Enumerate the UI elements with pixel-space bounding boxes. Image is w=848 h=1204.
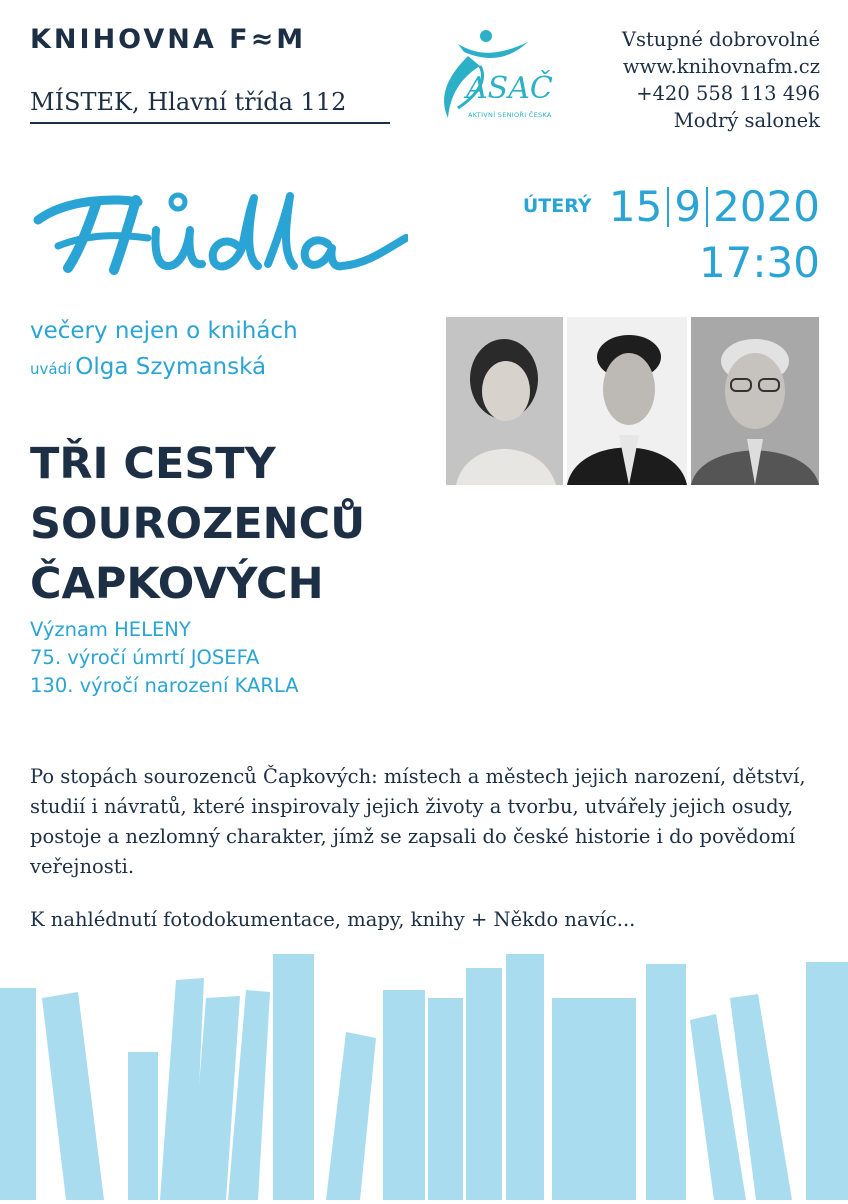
event-date [523,182,820,231]
event-day: ÚTERÝ [522,195,592,217]
event-description: Po stopách sourozenců Čapkových: místech a městech jejich narození, dětství, studií i návratů, které inspirovaly jejich životy a tvorbu, utvářely jejich osudy, postoje a nezlomný charakter, jímž se zapsali do české historie i do povědomí veřejnosti. [30,765,806,878]
contact-block [622,26,820,134]
website-link[interactable]: www.knihovnafm.cz [622,55,820,78]
detail-item: Význam HELENY [30,618,191,641]
admission-text: Vstupné dobrovolné [621,28,820,51]
portrait-helena [446,317,563,485]
event-details [30,616,299,700]
event-time: 17:30 [698,238,820,287]
date-separator [706,187,708,227]
portrait-josef [691,317,819,485]
event-extra: K nahlédnutí fotodokumentace, mapy, knihy + Někdo navíc... [30,908,636,931]
event-title-line-3: ČAPKOVÝCH [30,559,324,609]
series-subtitle: večery nejen o knihách [30,318,298,344]
asac-logo [428,26,568,126]
bookshelf-decoration [0,940,848,1200]
event-title [30,434,365,614]
date-separator [667,187,669,227]
detail-item: 130. výročí narození KARLA [30,674,299,697]
event-date-day: 15 [608,182,663,231]
series-title-logo [28,168,408,293]
detail-item: 75. výročí úmrtí JOSEFA [30,646,260,669]
presenter-name: Olga Szymanská [75,354,267,380]
phone-number: +420 558 113 496 [636,82,820,105]
presenter-line [30,354,266,380]
event-title-line-1: TŘI CESTY [30,439,276,489]
venue-room: Modrý salonek [673,109,820,132]
event-date-year: 2020 [713,182,820,231]
library-name: KNIHOVNA F≈M [30,24,307,55]
svg-text:ASAČ: ASAČ [466,71,553,106]
library-address: MÍSTEK, Hlavní třída 112 [30,88,390,124]
event-date-month: 9 [674,182,702,231]
portrait-karel [567,317,687,485]
presenter-prefix: uvádí [30,360,72,378]
logo-subtitle: AKTIVNÍ SENIOŘI ČESKA [468,111,552,119]
event-title-line-2: SOUROZENCŮ [30,499,366,549]
